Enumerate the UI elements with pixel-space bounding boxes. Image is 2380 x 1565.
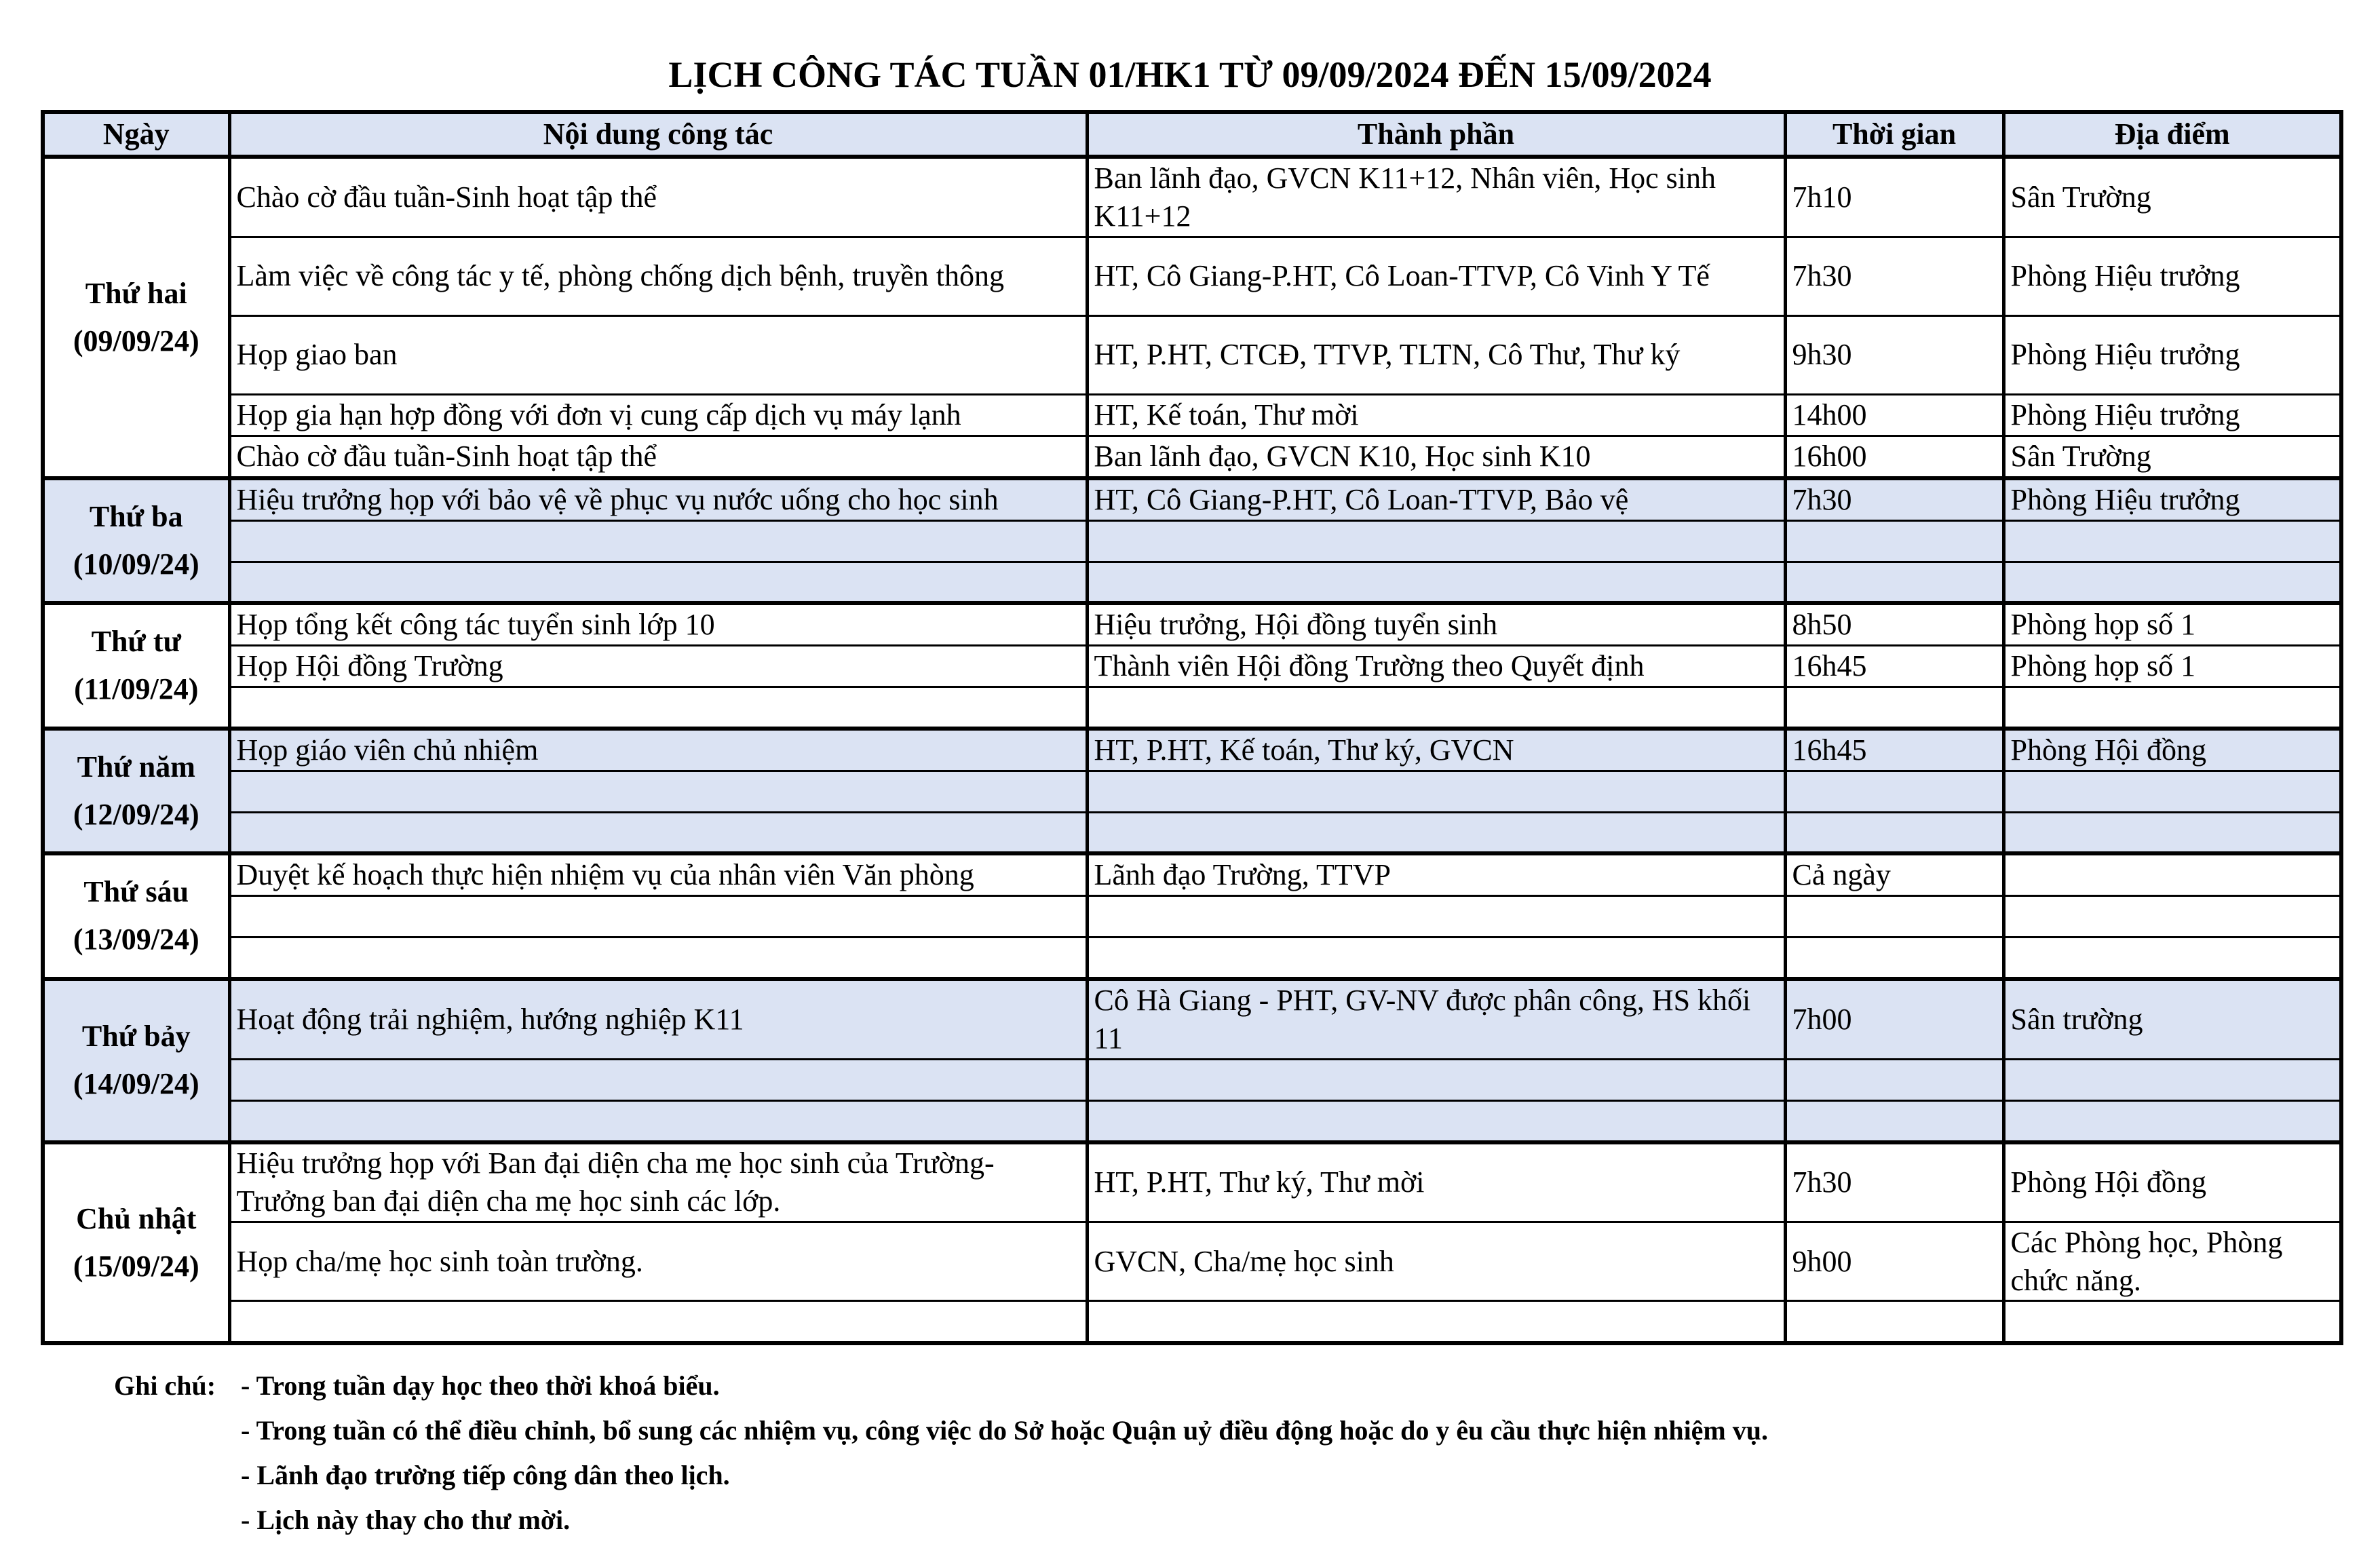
cell-content: Duyệt kế hoạch thực hiện nhiệm vụ của nhân viên Văn phòng — [229, 853, 1087, 896]
table-row — [43, 646, 2341, 687]
cell-time — [1785, 1301, 2003, 1343]
cell-location: Phòng Hội đồng — [2003, 1142, 2341, 1222]
cell-time: Cả ngày — [1785, 853, 2003, 896]
table-row — [43, 394, 2341, 436]
cell-location: Phòng Hiệu trưởng — [2003, 394, 2341, 436]
cell-content — [229, 687, 1087, 729]
day-cell — [43, 1142, 229, 1343]
cell-time: 16h00 — [1785, 436, 2003, 478]
cell-content: Chào cờ đầu tuần-Sinh hoạt tập thể — [229, 436, 1087, 478]
cell-time: 7h30 — [1785, 1142, 2003, 1222]
cell-content: Chào cờ đầu tuần-Sinh hoạt tập thể — [229, 157, 1087, 237]
cell-location: Phòng Hiệu trưởng — [2003, 315, 2341, 394]
column-header-content: Nội dung công tác — [229, 112, 1087, 157]
cell-content: Hoạt động trải nghiệm, hướng nghiệp K11 — [229, 979, 1087, 1060]
table-row — [43, 1222, 2341, 1301]
day-name: Thứ bảy — [81, 1020, 191, 1053]
cell-content: Họp tổng kết công tác tuyển sinh lớp 10 — [229, 603, 1087, 646]
note-item: - Trong tuần dạy học theo thời khoá biểu. — [241, 1370, 720, 1401]
day-date: (10/09/24) — [73, 547, 199, 581]
cell-location — [2003, 853, 2341, 896]
cell-content: Họp giáo viên chủ nhiệm — [229, 729, 1087, 771]
cell-content: Họp giao ban — [229, 315, 1087, 394]
cell-participants: HT, Kế toán, Thư mời — [1087, 394, 1785, 436]
schedule-body — [43, 157, 2341, 1343]
table-row — [43, 157, 2341, 237]
day-date: (14/09/24) — [73, 1067, 199, 1100]
day-date: (12/09/24) — [73, 797, 199, 831]
table-row — [43, 979, 2341, 1060]
cell-location: Phòng họp số 1 — [2003, 603, 2341, 646]
cell-time — [1785, 896, 2003, 938]
cell-participants — [1087, 520, 1785, 562]
cell-content: Họp cha/mẹ học sinh toàn trường. — [229, 1222, 1087, 1301]
note-item: - Lịch này thay cho thư mời. — [241, 1505, 571, 1535]
cell-participants: HT, Cô Giang-P.HT, Cô Loan-TTVP, Bảo vệ — [1087, 478, 1785, 521]
day-name: Chủ nhật — [76, 1201, 197, 1235]
day-name: Thứ hai — [85, 276, 187, 310]
cell-participants: Hiệu trưởng, Hội đồng tuyển sinh — [1087, 603, 1785, 646]
day-cell — [43, 603, 229, 729]
cell-participants: Lãnh đạo Trường, TTVP — [1087, 853, 1785, 896]
cell-location: Phòng Hiệu trưởng — [2003, 478, 2341, 521]
cell-participants — [1087, 687, 1785, 729]
cell-participants: HT, P.HT, Kế toán, Thư ký, GVCN — [1087, 729, 1785, 771]
page-title: LỊCH CÔNG TÁC TUẦN 01/HK1 TỪ 09/09/2024 ĐẾN 15/09/2024 — [668, 54, 1712, 95]
cell-location — [2003, 896, 2341, 938]
cell-time: 16h45 — [1785, 646, 2003, 687]
cell-participants — [1087, 938, 1785, 979]
cell-location — [2003, 1301, 2341, 1343]
table-row — [43, 603, 2341, 646]
day-date: (15/09/24) — [73, 1249, 199, 1283]
cell-time — [1785, 520, 2003, 562]
cell-location: Phòng Hiệu trưởng — [2003, 237, 2341, 315]
table-row — [43, 1142, 2341, 1222]
day-cell — [43, 979, 229, 1142]
table-row — [43, 520, 2341, 562]
cell-content: Họp gia hạn hợp đồng với đơn vị cung cấp dịch vụ máy lạnh — [229, 394, 1087, 436]
note-item: - Lãnh đạo trường tiếp công dân theo lịch. — [241, 1460, 730, 1490]
table-row — [43, 315, 2341, 394]
cell-content: Hiệu trưởng họp với bảo vệ về phục vụ nước uống cho học sinh — [229, 478, 1087, 521]
day-name: Thứ tư — [91, 625, 181, 659]
cell-time — [1785, 938, 2003, 979]
cell-time: 16h45 — [1785, 729, 2003, 771]
table-row — [43, 237, 2341, 315]
table-row — [43, 812, 2341, 853]
cell-time — [1785, 771, 2003, 812]
cell-content: Hiệu trưởng họp với Ban đại diện cha mẹ học sinh của Trường-Trưởng ban đại diện cha mẹ học sinh các lớp. — [229, 1142, 1087, 1222]
day-cell — [43, 478, 229, 604]
cell-participants — [1087, 1301, 1785, 1343]
day-name: Thứ ba — [89, 499, 183, 533]
cell-participants: GVCN, Cha/mẹ học sinh — [1087, 1222, 1785, 1301]
table-row — [43, 938, 2341, 979]
cell-participants — [1087, 1060, 1785, 1101]
cell-content — [229, 1301, 1087, 1343]
cell-time — [1785, 562, 2003, 603]
table-row — [43, 896, 2341, 938]
cell-participants: HT, Cô Giang-P.HT, Cô Loan-TTVP, Cô Vinh Y Tế — [1087, 237, 1785, 315]
cell-content — [229, 812, 1087, 853]
table-row — [43, 1060, 2341, 1101]
column-header-day: Ngày — [43, 112, 229, 157]
cell-participants — [1087, 812, 1785, 853]
table-row — [43, 687, 2341, 729]
column-header-time: Thời gian — [1785, 112, 2003, 157]
cell-participants — [1087, 771, 1785, 812]
table-row — [43, 729, 2341, 771]
cell-location — [2003, 520, 2341, 562]
column-header-location: Địa điểm — [2003, 112, 2341, 157]
cell-content — [229, 938, 1087, 979]
table-row — [43, 1101, 2341, 1142]
table-row — [43, 771, 2341, 812]
table-header-row — [43, 112, 2341, 157]
notes-label: Ghi chú: — [114, 1370, 216, 1401]
cell-participants — [1087, 562, 1785, 603]
day-date: (09/09/24) — [73, 324, 199, 358]
cell-time: 7h00 — [1785, 979, 2003, 1060]
cell-content — [229, 896, 1087, 938]
cell-time: 9h00 — [1785, 1222, 2003, 1301]
cell-location: Sân Trường — [2003, 157, 2341, 237]
cell-location — [2003, 812, 2341, 853]
cell-participants: HT, P.HT, CTCĐ, TTVP, TLTN, Cô Thư, Thư ký — [1087, 315, 1785, 394]
cell-time — [1785, 1101, 2003, 1142]
cell-time — [1785, 812, 2003, 853]
cell-content — [229, 520, 1087, 562]
cell-location — [2003, 687, 2341, 729]
cell-time: 9h30 — [1785, 315, 2003, 394]
note-item: - Trong tuần có thể điều chỉnh, bổ sung các nhiệm vụ, công việc do Sở hoặc Quận uỷ điều động hoặc do y êu cầu thực hiện nhiệm vụ. — [241, 1415, 1768, 1446]
cell-location — [2003, 1101, 2341, 1142]
cell-content: Họp Hội đồng Trường — [229, 646, 1087, 687]
schedule-table — [41, 110, 2343, 1345]
cell-location — [2003, 1060, 2341, 1101]
cell-participants: Thành viên Hội đồng Trường theo Quyết định — [1087, 646, 1785, 687]
cell-content — [229, 771, 1087, 812]
day-date: (13/09/24) — [73, 923, 199, 957]
table-row — [43, 1301, 2341, 1343]
cell-time: 14h00 — [1785, 394, 2003, 436]
day-name: Thứ sáu — [83, 875, 189, 909]
cell-participants: Ban lãnh đạo, GVCN K10, Học sinh K10 — [1087, 436, 1785, 478]
cell-content — [229, 1060, 1087, 1101]
cell-location: Phòng họp số 1 — [2003, 646, 2341, 687]
cell-participants — [1087, 896, 1785, 938]
cell-time: 7h30 — [1785, 237, 2003, 315]
cell-participants: HT, P.HT, Thư ký, Thư mời — [1087, 1142, 1785, 1222]
cell-content — [229, 562, 1087, 603]
cell-location — [2003, 938, 2341, 979]
day-cell — [43, 729, 229, 854]
day-cell — [43, 853, 229, 979]
day-name: Thứ năm — [77, 750, 195, 784]
cell-time: 8h50 — [1785, 603, 2003, 646]
cell-location: Sân Trường — [2003, 436, 2341, 478]
cell-time: 7h30 — [1785, 478, 2003, 521]
table-row — [43, 853, 2341, 896]
cell-participants: Cô Hà Giang - PHT, GV-NV được phân công, HS khối 11 — [1087, 979, 1785, 1060]
day-cell — [43, 157, 229, 478]
cell-location — [2003, 771, 2341, 812]
cell-time — [1785, 1060, 2003, 1101]
table-row — [43, 478, 2341, 521]
cell-content: Làm việc về công tác y tế, phòng chống dịch bệnh, truyền thông — [229, 237, 1087, 315]
cell-participants — [1087, 1101, 1785, 1142]
cell-location: Sân trường — [2003, 979, 2341, 1060]
table-row — [43, 562, 2341, 603]
cell-participants: Ban lãnh đạo, GVCN K11+12, Nhân viên, Học sinh K11+12 — [1087, 157, 1785, 237]
day-date: (11/09/24) — [74, 672, 199, 706]
table-row — [43, 436, 2341, 478]
cell-content — [229, 1101, 1087, 1142]
cell-location: Các Phòng học, Phòng chức năng. — [2003, 1222, 2341, 1301]
cell-time — [1785, 687, 2003, 729]
cell-location: Phòng Hội đồng — [2003, 729, 2341, 771]
cell-time: 7h10 — [1785, 157, 2003, 237]
cell-location — [2003, 562, 2341, 603]
column-header-participants: Thành phần — [1087, 112, 1785, 157]
